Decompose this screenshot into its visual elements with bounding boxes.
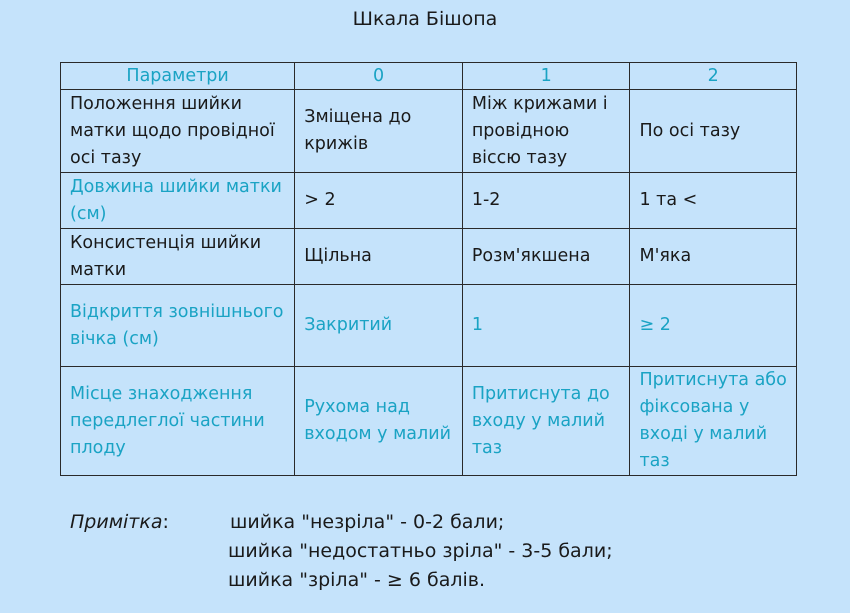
note-label: Примітка: bbox=[70, 511, 169, 533]
table-header-row bbox=[61, 63, 797, 90]
header-score-1: 1 bbox=[462, 63, 630, 90]
table-cell: > 2 bbox=[295, 173, 463, 229]
row-param-cervix-consistency: Консистенція шийки матки bbox=[61, 229, 295, 285]
table-row bbox=[61, 90, 797, 173]
table-row bbox=[61, 367, 797, 476]
table-cell: 1-2 bbox=[462, 173, 630, 229]
row-param-cervix-position: Положення шийки матки щодо провідної осі тазу bbox=[61, 90, 295, 173]
table-cell: ≥ 2 bbox=[630, 285, 797, 367]
note-line-partially-ripe: шийка "недостатньо зріла" - 3-5 бали; bbox=[228, 540, 613, 562]
table-row bbox=[61, 229, 797, 285]
note-line-unripe: шийка "незріла" - 0-2 бали; bbox=[230, 511, 505, 533]
row-param-presenting-part: Місце знаходження передлеглої частини плоду bbox=[61, 367, 295, 476]
row-param-cervix-length: Довжина шийки матки (см) bbox=[61, 173, 295, 229]
table-cell: Щільна bbox=[295, 229, 463, 285]
table-row bbox=[61, 173, 797, 229]
row-param-os-dilation: Відкриття зовнішнього вічка (см) bbox=[61, 285, 295, 367]
header-parameters: Параметри bbox=[61, 63, 295, 90]
bishop-score-table bbox=[60, 62, 797, 476]
table-cell: По осі тазу bbox=[630, 90, 797, 173]
header-score-0: 0 bbox=[295, 63, 463, 90]
table-cell: Зміщена до крижів bbox=[295, 90, 463, 173]
table-cell: 1 та < bbox=[630, 173, 797, 229]
table-cell: М'яка bbox=[630, 229, 797, 285]
table-cell: Притиснута до входу у малий таз bbox=[462, 367, 630, 476]
table-cell: 1 bbox=[462, 285, 630, 367]
table-cell: Між крижами і провідною віссю тазу bbox=[462, 90, 630, 173]
page-title: Шкала Бішопа bbox=[352, 8, 498, 30]
table-cell: Розм'якшена bbox=[462, 229, 630, 285]
table-cell: Притиснута або фіксована у вході у малий таз bbox=[630, 367, 797, 476]
table-cell: Закритий bbox=[295, 285, 463, 367]
note-line-ripe: шийка "зріла" - ≥ 6 балів. bbox=[228, 569, 485, 591]
header-score-2: 2 bbox=[630, 63, 797, 90]
table-cell: Рухома над входом у малий bbox=[295, 367, 463, 476]
table-row bbox=[61, 285, 797, 367]
